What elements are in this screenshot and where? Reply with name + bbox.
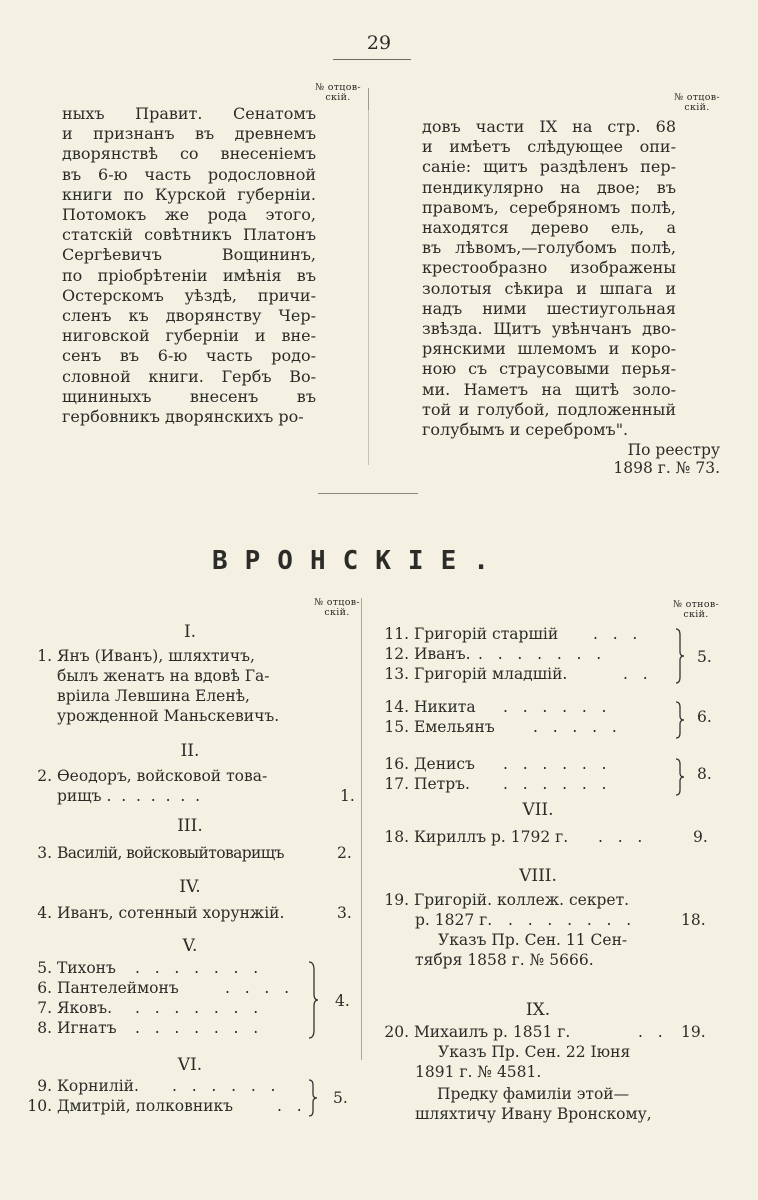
text-line: довъ части IX на стр. 68 — [422, 117, 676, 136]
registry-note-line2: 1898 г. № 73. — [613, 459, 720, 477]
text-line: Сергѣевичъ Вощининъ, — [62, 245, 316, 265]
entry-number: 10. — [27, 1097, 52, 1115]
column-header-line2: скій. — [684, 102, 710, 113]
entry-text: вріила Левшина Еленѣ, — [57, 687, 250, 705]
generation-V: V. — [182, 936, 198, 956]
entry-text: рищъ — [57, 787, 102, 805]
father-ref: 18. — [681, 911, 706, 929]
entry-number: 11. — [384, 625, 409, 643]
entry-number: 1. — [37, 647, 52, 665]
top-left-text — [62, 104, 316, 427]
entry-number: 2. — [37, 767, 52, 785]
registry-note-line1: По реестру — [627, 441, 720, 459]
entry-text: Дмитрій, полковникъ — [56, 1097, 234, 1115]
brace-group-14-15 — [674, 700, 686, 740]
entry-number: 12. — [384, 645, 409, 663]
entry-text: Василій, войсковыйтоварищъ — [56, 844, 284, 862]
text-line: въ лѣвомъ,—голубомъ полѣ, — [422, 238, 676, 258]
generation-VII: VII. — [522, 800, 554, 820]
text-line: дворянствѣ со внесеніемъ — [62, 144, 316, 164]
text-line: сенъ въ 6-ю часть родо- — [62, 346, 316, 366]
text-line: въ 6-ю часть родословной — [62, 164, 316, 184]
entry-text: Емельянъ — [413, 718, 495, 736]
entry-note: Указъ Пр. Сен. 11 Сен- — [438, 931, 628, 949]
entry-group-9-10: 9. Корнилій. . . . . . . 10. Дмитрій, полковникъ . . — [22, 1076, 322, 1116]
column-header-line1: № отнов- — [673, 599, 719, 610]
column-header-line2: скій. — [324, 607, 350, 618]
entry-text: Тихонъ — [56, 959, 116, 977]
text-line: звѣзда. Щитъ увѣнчанъ дво- — [422, 319, 676, 339]
entry-number: 4. — [37, 904, 52, 922]
entry-group-11-13: 11. Григорій старшій . . . 12. Иванъ. . . . . . . . 13. Григорій младшій. . . — [384, 625, 648, 683]
brace-group-5-8 — [307, 960, 319, 1040]
father-ref: 6. — [697, 708, 712, 726]
entry-text: Иванъ. — [413, 645, 471, 663]
entry-text: Денисъ — [413, 755, 475, 773]
entry-number: 14. — [384, 698, 409, 716]
entry-4 — [30, 903, 360, 923]
entry-number: 13. — [384, 665, 409, 683]
top-right-text — [422, 117, 676, 440]
text-line: словной книги. Гербъ Во- — [62, 366, 316, 386]
generation-VI: VI. — [177, 1055, 203, 1075]
father-ref: 3. — [337, 904, 352, 922]
entry-text: урожденной Маньскевичъ. — [57, 707, 280, 725]
brace-group-16-17 — [674, 757, 686, 797]
entry-number: 8. — [37, 1019, 52, 1037]
entry-20: 20. Михаилъ р. 1851 г. . . 19. Указъ Пр. Сен. 22 Іюня 1891 г. № 4581. — [383, 1022, 723, 1082]
entry-text: р. 1827 г. — [415, 911, 493, 929]
text-line: правомъ, серебряномъ полѣ, — [422, 197, 676, 217]
entry-group-5-8: 5. Тихонъ . . . . . . . 6. Пантелеймонъ . . . . 7. Яковъ. . . . . . . . 8. Игнатъ . . . . . . . — [30, 958, 320, 1038]
entry-number: 3. — [37, 844, 52, 862]
entry-19: 19. Григорій. коллеж. секрет. р. 1827 г. . . . . . . . 18. Указъ Пр. Сен. 11 Сен- тября 1858 г. № 5666. — [383, 890, 723, 970]
text-line: Потомокъ же рода этого, — [62, 205, 316, 225]
entry-number: 6. — [37, 979, 52, 997]
entry-3 — [30, 843, 360, 863]
text-line: щининыхъ внесенъ въ — [62, 386, 316, 406]
brace-group-9-10 — [307, 1078, 319, 1118]
text-line: крестообразно изображены — [422, 258, 676, 278]
father-ref: 19. — [681, 1023, 706, 1041]
text-line: находятся дерево ель, а — [422, 218, 676, 238]
closing-line: Предку фамиліи этой— — [437, 1085, 630, 1103]
text-line: той и голубой, подложенный — [422, 399, 676, 419]
entry-number: 9. — [37, 1077, 52, 1095]
column-header-bottom-left — [308, 598, 366, 618]
text-line: ною съ страусовыми перья- — [422, 359, 676, 379]
text-line: по пріобрѣтеніи имѣнія въ — [62, 265, 316, 285]
text-line: статскій совѣтникъ Платонъ — [62, 225, 316, 245]
generation-III: III. — [177, 816, 203, 836]
column-header-top-right — [668, 93, 726, 113]
entry-note: тября 1858 г. № 5666. — [415, 951, 594, 969]
entry-number: 16. — [384, 755, 409, 773]
entry-group-16-17: 16. Денисъ . . . . . . 17. Петръ. . . . . . . — [384, 755, 607, 793]
text-line: ниговской губерніи и вне- — [62, 326, 316, 346]
text-line: ми. Наметъ на щитѣ золо- — [422, 379, 676, 399]
generation-II: II. — [180, 741, 200, 761]
entry-text: Яковъ. — [56, 999, 112, 1017]
entry-text: Григорій старшій — [413, 625, 559, 643]
column-header-top-left — [310, 83, 366, 103]
entry-group-14-15: 14. Никита . . . . . . 15. Емельянъ . . . . . — [384, 698, 617, 736]
text-line: надъ ними шестиугольная — [422, 298, 676, 318]
entry-text: Никита — [413, 698, 476, 716]
text-line: золотыя сѣкира и шпага и — [422, 278, 676, 298]
entry-18: 18. Кириллъ р. 1792 г. . . . 9. — [384, 828, 708, 846]
column-header-line1: № отцов- — [315, 82, 361, 93]
text-line: голубымъ и серебромъ". — [422, 420, 629, 440]
closing-paragraph — [415, 1084, 715, 1124]
column-header-line2: скій. — [683, 609, 709, 620]
column-header-line1: № отцов- — [674, 92, 720, 103]
father-ref: 5. — [697, 648, 712, 666]
father-ref: 9. — [693, 828, 708, 846]
entry-text: Григорій младшій. — [413, 665, 568, 683]
entry-text: Игнатъ — [56, 1019, 117, 1037]
entry-text: Петръ. — [413, 775, 470, 793]
generation-I: I. — [183, 622, 197, 642]
closing-line: шляхтичу Ивану Вронскому, — [415, 1105, 652, 1123]
page-number: 29 — [366, 32, 392, 54]
section-rule — [318, 493, 418, 494]
entry-text: Янъ (Иванъ), шляхтичъ, — [56, 647, 255, 665]
text-line: рянскими шлемомъ и коро- — [422, 339, 676, 359]
column-divider-faint — [368, 110, 369, 465]
section-title: ВРОНСКІЕ. — [212, 546, 506, 576]
text-line: Остерскомъ уѣздѣ, причи- — [62, 285, 316, 305]
generation-IV: IV. — [179, 877, 201, 897]
text-line: сленъ къ дворянству Чер- — [62, 306, 316, 326]
text-line: и признанъ въ древнемъ — [62, 124, 316, 144]
entry-text: Михаилъ р. 1851 г. — [413, 1023, 571, 1041]
entry-text: Ѳеодоръ, войсковой това- — [56, 767, 268, 785]
entry-number: 20. — [384, 1023, 409, 1041]
entry-note: Указъ Пр. Сен. 22 Іюня — [438, 1043, 631, 1061]
entry-number: 15. — [384, 718, 409, 736]
entry-text: Григорій. коллеж. секрет. — [413, 891, 630, 909]
father-ref: 2. — [337, 844, 352, 862]
column-header-line1: № отцов- — [314, 597, 360, 608]
brace-group-11-13 — [674, 627, 686, 685]
entry-text: Иванъ, сотенный хорунжій. — [56, 904, 285, 922]
registry-note — [560, 441, 720, 477]
text-line: пендикулярно на двое; въ — [422, 177, 676, 197]
entry-number: 18. — [384, 828, 409, 846]
text-line: гербовникъ дворянскихъ ро- — [62, 407, 304, 427]
entry-note: 1891 г. № 4581. — [415, 1063, 542, 1081]
entry-text: былъ женатъ на вдовѣ Га- — [57, 667, 270, 685]
entry-text: Кириллъ р. 1792 г. — [413, 828, 569, 846]
entry-number: 7. — [37, 999, 52, 1017]
generation-IX: IX. — [525, 1000, 551, 1020]
column-header-line2: скій. — [325, 92, 351, 103]
father-ref: 1. — [340, 787, 355, 805]
column-divider-bottom — [361, 598, 362, 1060]
father-ref: 5. — [333, 1089, 348, 1107]
father-ref: 4. — [335, 992, 350, 1010]
generation-VIII: VIII. — [519, 866, 557, 886]
entry-number: 5. — [37, 959, 52, 977]
entry-1 — [30, 646, 320, 726]
text-line: ныхъ Правит. Сенатомъ — [62, 104, 316, 123]
header-rule — [333, 59, 411, 60]
father-ref: 8. — [697, 765, 712, 783]
entry-number: 19. — [384, 891, 409, 909]
entry-2: 2. Ѳеодоръ, войсковой това- рищъ . . . . . . . 1. — [30, 766, 360, 806]
entry-text: Корнилій. — [56, 1077, 139, 1095]
entry-number: 17. — [384, 775, 409, 793]
text-line: книги по Курской губерніи. — [62, 184, 316, 204]
text-line: саніе: щитъ раздѣленъ пер- — [422, 157, 676, 177]
entry-text: Пантелеймонъ — [56, 979, 179, 997]
column-header-bottom-right — [666, 600, 726, 620]
text-line: и имѣетъ слѣдующее опи- — [422, 137, 676, 157]
